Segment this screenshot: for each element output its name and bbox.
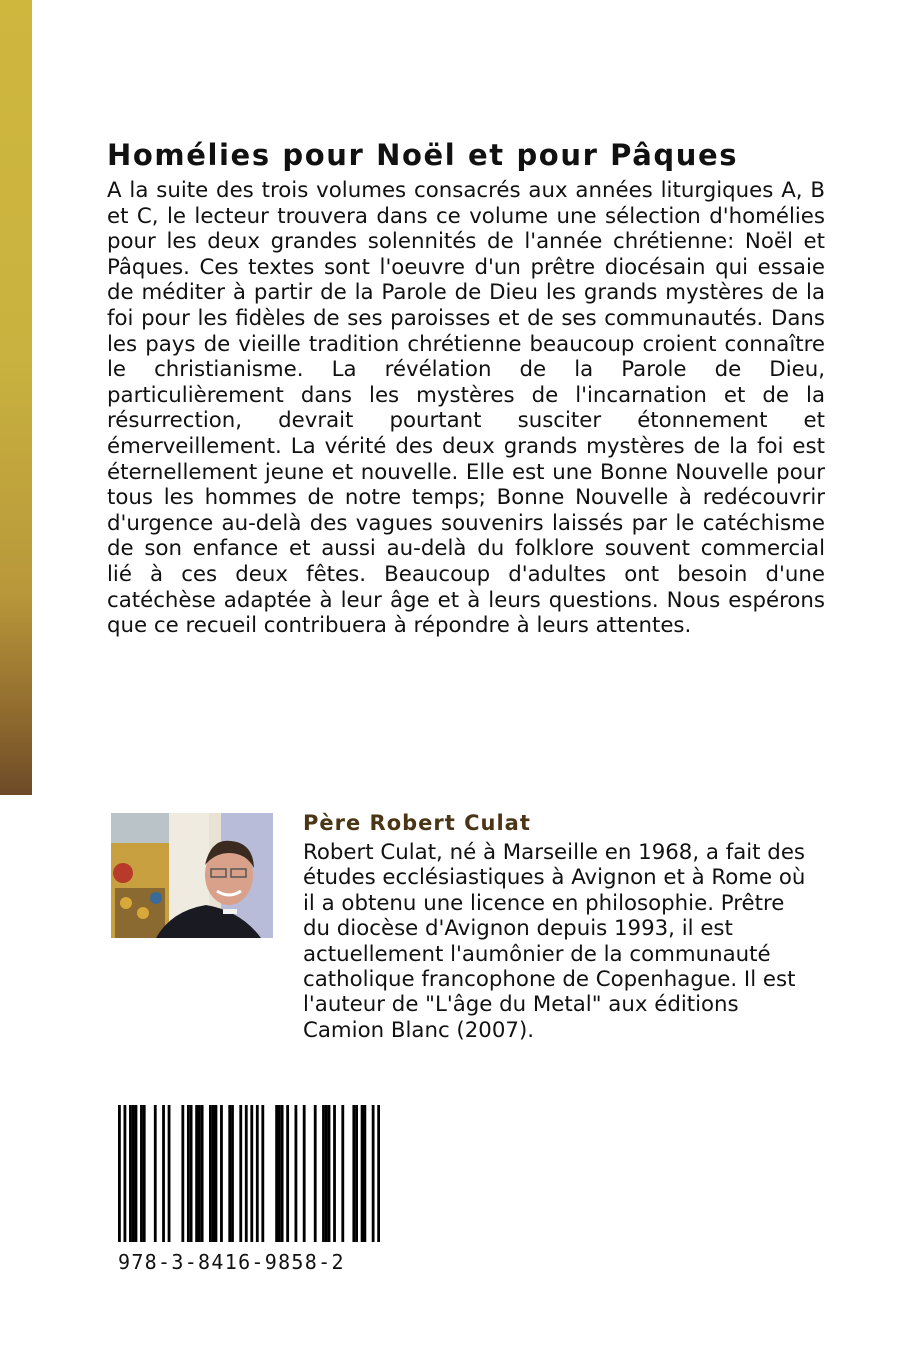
barcode-bar	[198, 1105, 201, 1242]
isbn-number: 978-3-8416-9858-2	[118, 1250, 345, 1274]
description-line: pour les deux grandes solennités de l'année chrétienne: Noël et	[107, 229, 825, 255]
barcode-bar	[363, 1105, 366, 1242]
barcode-bar	[129, 1105, 132, 1242]
barcode-bar	[303, 1105, 306, 1242]
barcode-bar	[231, 1105, 234, 1242]
barcode-bar	[325, 1105, 328, 1242]
description-line: lié à ces deux fêtes. Beaucoup d'adultes ont besoin d'une	[107, 561, 825, 587]
description-line: Pâques. Ces textes sont l'oeuvre d'un prêtre diocésain qui essaie	[107, 254, 825, 280]
barcode-bar	[132, 1105, 135, 1242]
barcode-bar	[228, 1105, 231, 1242]
barcode-bar	[118, 1105, 121, 1242]
bio-line: catholique francophone de Copenhague. Il est	[303, 967, 796, 993]
barcode-bar	[295, 1105, 298, 1242]
barcode-bar	[187, 1105, 190, 1242]
barcode-bar	[377, 1105, 380, 1242]
barcode-bar	[372, 1105, 375, 1242]
description-line: particulièrement dans les mystères de l'incarnation et de la	[107, 382, 825, 408]
barcode-bar	[328, 1105, 331, 1242]
description-line: le christianisme. La révélation de la Parole de Dieu,	[107, 357, 825, 383]
description-line: éternellement jeune et nouvelle. Elle est une Bonne Nouvelle pour	[107, 459, 825, 485]
barcode-bar	[322, 1105, 325, 1242]
barcode-bar	[195, 1105, 198, 1242]
barcode-bar	[209, 1105, 212, 1242]
barcode-bar	[278, 1105, 281, 1242]
barcode-bar	[275, 1105, 278, 1242]
bio-line: études ecclésiastiques à Avignon et à Rome où	[303, 865, 806, 891]
barcode-bar	[220, 1105, 223, 1242]
barcode-bar	[341, 1105, 344, 1242]
bio-line: Robert Culat, né à Marseille en 1968, a fait des	[303, 840, 806, 865]
barcode-bar	[190, 1105, 193, 1242]
description-line: que ce recueil contribuera à répondre à leurs attentes.	[107, 613, 692, 639]
barcode-bar	[212, 1105, 215, 1242]
description-line: les pays de vieille tradition chrétienne beaucoup croient connaître	[107, 331, 825, 357]
description-line: et C, le lecteur trouvera dans ce volume une sélection d'homélies	[107, 203, 825, 229]
barcode-bar	[261, 1105, 264, 1242]
barcode-bar	[239, 1105, 242, 1242]
description-line: émerveillement. La vérité des deux grands mystères de la foi est	[107, 433, 825, 459]
description-line: d'urgence au-delà des vagues souvenirs laissés par le catéchisme	[107, 510, 825, 536]
description-line: catéchèse adaptée à leur âge et à leurs questions. Nous espérons	[107, 587, 825, 613]
author-name: Père Robert Culat	[303, 811, 531, 835]
book-title: Homélies pour Noël et pour Pâques	[107, 138, 739, 172]
description-line: résurrection, devrait pourtant susciter étonnement et	[107, 408, 825, 434]
barcode-bar	[135, 1105, 138, 1242]
barcode-bar	[333, 1105, 336, 1242]
barcode-bar	[162, 1105, 165, 1242]
description-line: de son enfance et aussi au-delà du folklore souvent commercial	[107, 536, 825, 562]
barcode-bar	[361, 1105, 364, 1242]
book-description	[107, 178, 825, 639]
description-line: de méditer à partir de la Parole de Dieu les grands mystères de la	[107, 280, 825, 306]
barcode-bar	[250, 1105, 253, 1242]
description-line: tous les hommes de notre temps; Bonne Nouvelle à redécouvrir	[107, 485, 825, 511]
description-line: foi pour les fidèles de ses paroisses et de ses communautés. Dans	[107, 305, 825, 331]
barcode-bar	[201, 1105, 204, 1242]
bio-line: actuellement l'aumônier de la communauté	[303, 941, 771, 967]
barcode-bar	[352, 1105, 355, 1242]
barcode-bar	[355, 1105, 358, 1242]
barcode-bar	[154, 1105, 157, 1242]
author-photo	[111, 813, 273, 938]
barcode-bar	[181, 1105, 184, 1242]
bio-line: Camion Blanc (2007).	[303, 1017, 535, 1043]
author-bio	[303, 840, 823, 1043]
barcode-bar	[215, 1105, 218, 1242]
barcode-bar	[286, 1105, 289, 1242]
barcode-bar	[256, 1105, 259, 1242]
barcode	[118, 1105, 380, 1242]
barcode-bar	[168, 1105, 171, 1242]
barcode-bar	[314, 1105, 317, 1242]
spine-color-band	[0, 0, 32, 795]
bio-line: il a obtenu une licence en philosophie. Prêtre	[303, 890, 785, 916]
bio-line: l'auteur de "L'âge du Metal" aux éditions	[303, 992, 739, 1018]
description-line: A la suite des trois volumes consacrés aux années liturgiques A, B	[107, 178, 825, 203]
barcode-bar	[281, 1105, 284, 1242]
barcode-bar	[143, 1105, 146, 1242]
barcode-bar	[140, 1105, 143, 1242]
barcode-bar	[245, 1105, 248, 1242]
barcode-bar	[124, 1105, 127, 1242]
bio-line: du diocèse d'Avignon depuis 1993, il est	[303, 916, 733, 942]
